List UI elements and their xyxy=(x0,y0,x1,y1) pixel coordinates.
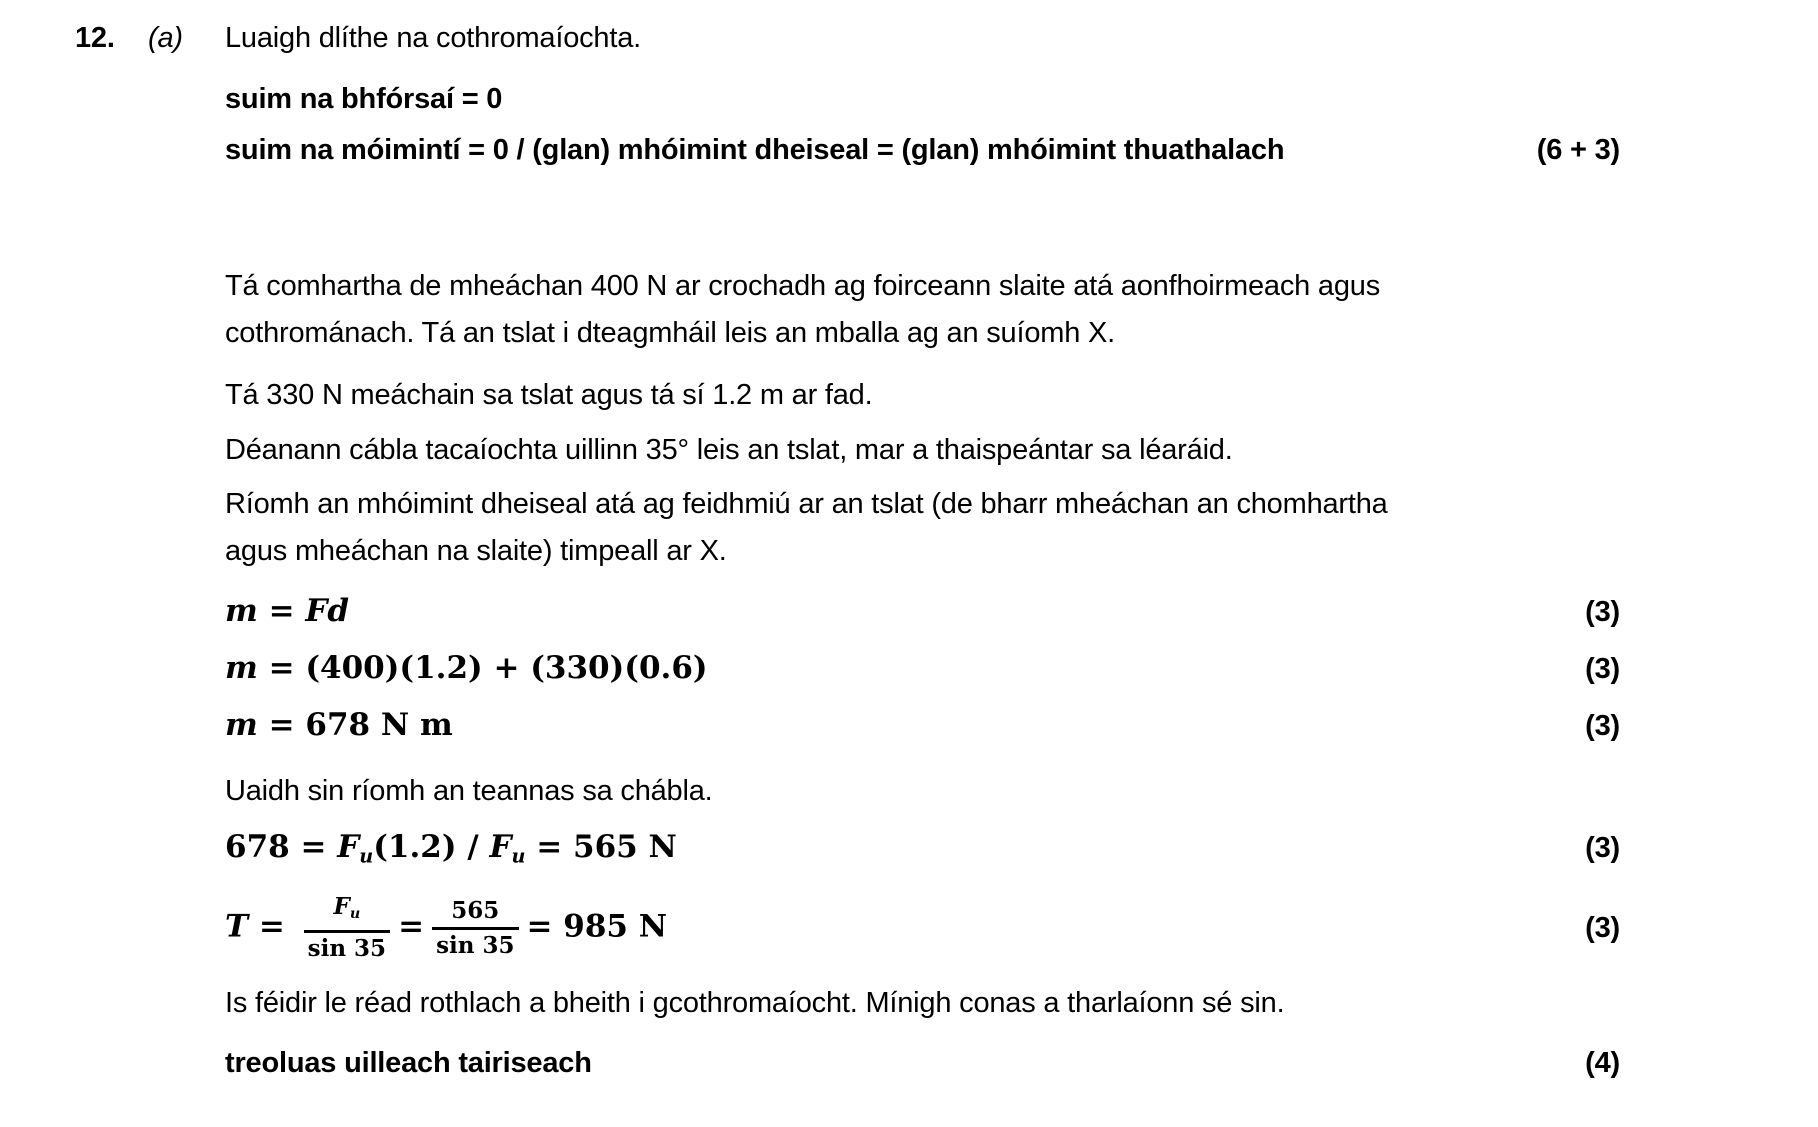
math-variable: F xyxy=(333,893,350,921)
paragraph-hence-tension-row xyxy=(75,768,1620,815)
fraction-denominator: sin 35 xyxy=(307,935,387,963)
fraction xyxy=(432,896,518,961)
math-variable: m xyxy=(225,593,258,629)
math-result: 985 N xyxy=(563,908,668,945)
marks-badge: (4) xyxy=(1585,1047,1620,1080)
paragraph-rod-weight: Tá 330 N meáchain sa tslat agus tá sí 1.2 m ar fad. xyxy=(225,379,873,411)
paragraph-sign-setup: Tá comhartha de mheáchan 400 N ar crochadh ag foirceann slaite atá aonfhoirmeach agus cothrománach. Tá an tslat i dteagmháil leis an mballa ag an suíomh X. xyxy=(225,270,1380,349)
math-variable: T xyxy=(225,908,249,945)
fraction-numerator xyxy=(304,892,390,933)
math-variable: F xyxy=(337,829,360,865)
answer-law-forces: suim na bhfórsaí = 0 xyxy=(225,83,503,115)
equation-m-result xyxy=(225,705,453,745)
math-subscript: u xyxy=(511,844,526,868)
math-operator: = xyxy=(257,707,306,743)
paragraph-rotating-question: Is féidir le réad rothlach a bheith i gcothromaíocht. Mínigh conas a tharlaíonn sé sin. xyxy=(225,987,1285,1020)
question-heading-row xyxy=(75,20,1620,56)
math-variable: m xyxy=(225,650,258,686)
equation-tension xyxy=(225,892,667,964)
math-subscript: u xyxy=(349,906,361,923)
equation-force-row xyxy=(75,827,1620,876)
equation-m-result-row xyxy=(75,705,1620,746)
math-numbers: (400)(1.2) + (330)(0.6) xyxy=(305,650,708,686)
fraction-denominator: sin 35 xyxy=(436,931,515,959)
equation-m-fd xyxy=(225,591,349,631)
marks-badge: (3) xyxy=(1585,911,1620,944)
equation-tension-row xyxy=(75,888,1620,972)
math-numbers: (1.2) / xyxy=(373,829,490,865)
math-operator: = xyxy=(248,908,296,945)
fraction xyxy=(304,892,390,964)
paragraph-sign-setup-row xyxy=(75,263,1620,357)
question-heading-text: Luaigh dlíthe na cothromaíochta. xyxy=(225,22,641,54)
paragraph-rotating-question-row xyxy=(75,980,1620,1027)
paragraph-cable-angle-row xyxy=(75,427,1620,474)
math-operator: = xyxy=(526,908,564,945)
marks-badge: (6 + 3) xyxy=(1536,134,1620,166)
question-part-label: (a) xyxy=(148,22,183,54)
answer-rotating-body: treoluas uilleach tairiseach xyxy=(225,1047,592,1080)
equation-m-fd-row xyxy=(75,591,1620,632)
answer-law-moments-row xyxy=(75,132,1620,168)
question-number: 12. xyxy=(75,22,115,54)
math-variable: F xyxy=(489,829,512,865)
math-subscript: u xyxy=(359,844,374,868)
marks-badge: (3) xyxy=(1585,596,1620,628)
answer-law-forces-row xyxy=(75,81,1620,117)
paragraph-calc-moment: Ríomh an mhóimint dheiseal atá ag feidhmiú ar an tslat (de bharr mheáchan an chomhartha agus mheáchan na slaite) timpeall ar X. xyxy=(225,488,1388,567)
equation-m-values xyxy=(225,648,708,688)
paragraph-cable-angle: Déanann cábla tacaíochta uillinn 35° leis an tslat, mar a thaispeántar sa léaráid. xyxy=(225,434,1233,466)
fraction-numerator: 565 xyxy=(432,896,518,930)
paragraph-calc-moment-row xyxy=(75,481,1620,575)
answer-law-moments: suim na móimintí = 0 / (glan) mhóimint dheiseal = (glan) mhóimint thuathalach xyxy=(225,134,1285,166)
marks-badge: (3) xyxy=(1585,710,1620,742)
marks-badge: (3) xyxy=(1585,832,1620,864)
math-operator: = xyxy=(257,593,306,629)
math-operator: = xyxy=(257,650,306,686)
math-operator: = xyxy=(398,908,425,945)
math-variable: m xyxy=(225,707,258,743)
math-numbers: 678 = xyxy=(225,829,338,865)
answer-rotating-body-row xyxy=(75,1045,1620,1081)
paragraph-hence-tension: Uaidh sin ríomh an teannas sa chábla. xyxy=(225,775,713,807)
math-result: = 565 N xyxy=(525,829,677,865)
math-variable: Fd xyxy=(305,593,350,629)
equation-force xyxy=(225,827,677,876)
paragraph-rod-weight-row xyxy=(75,372,1620,419)
math-result: 678 N m xyxy=(305,707,453,743)
marks-badge: (3) xyxy=(1585,653,1620,685)
equation-m-values-row xyxy=(75,648,1620,689)
